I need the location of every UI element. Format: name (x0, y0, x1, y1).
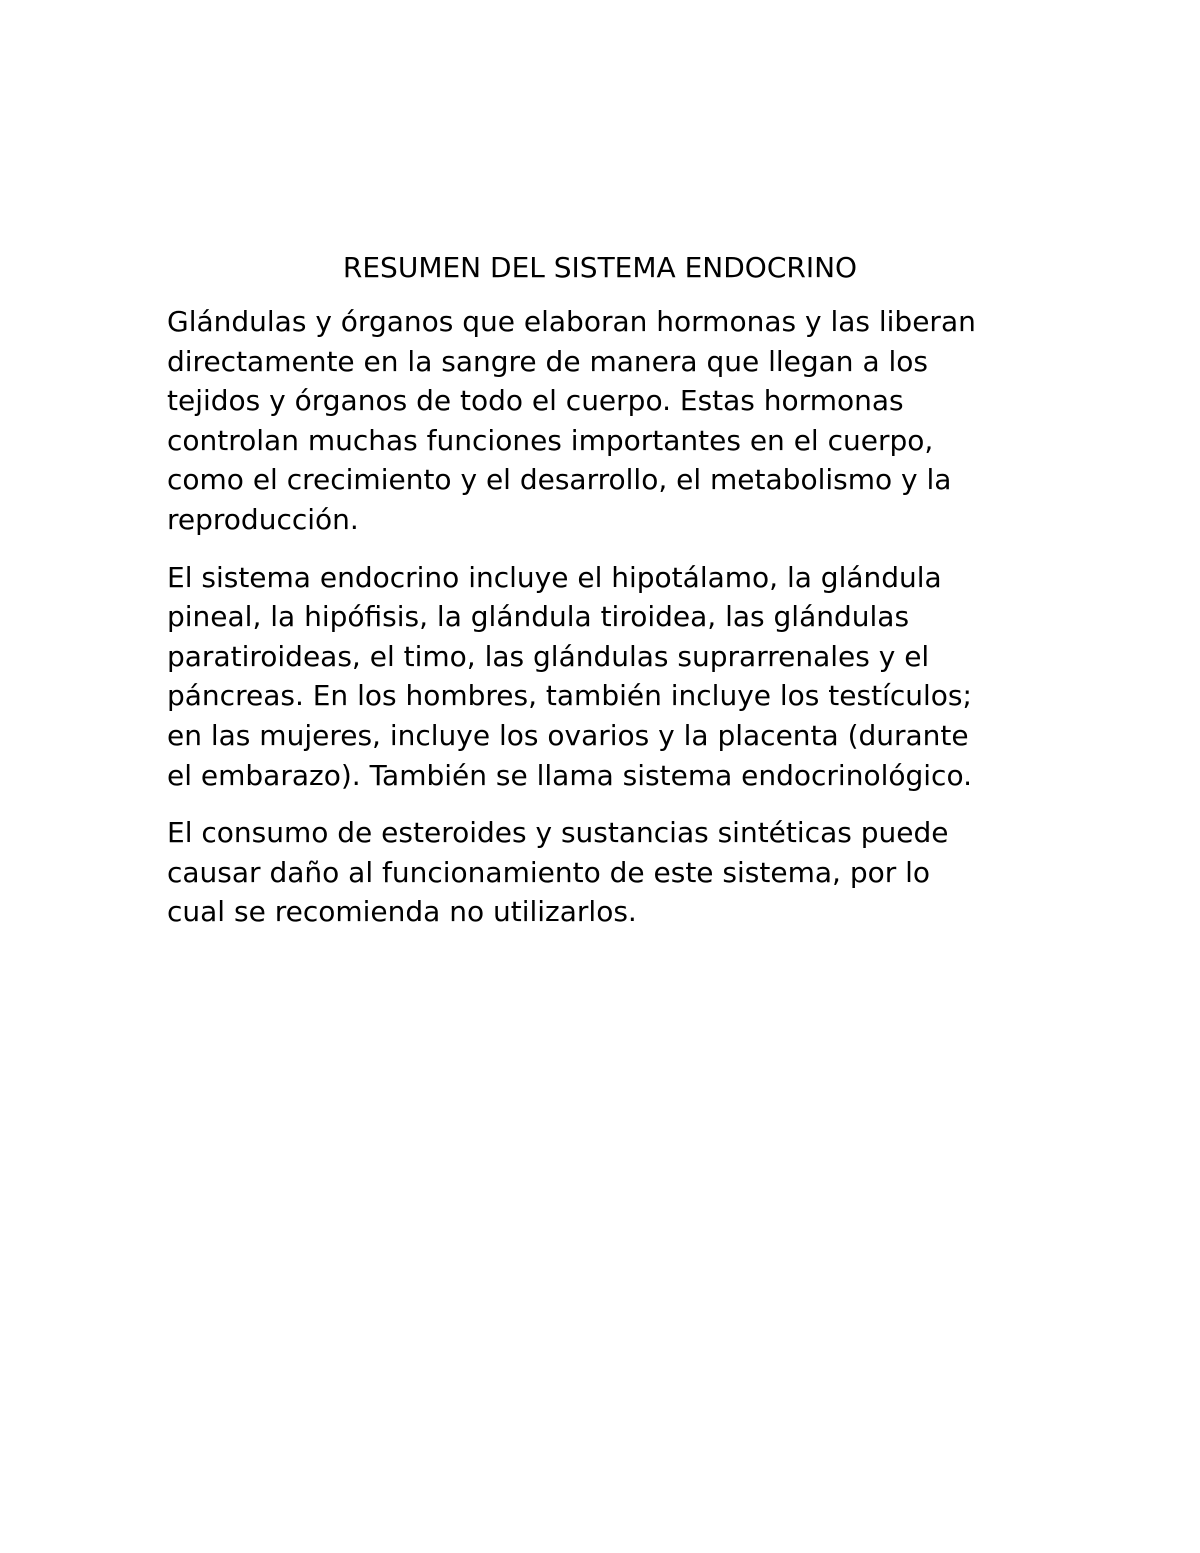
paragraph-line: causar daño al funcionamiento de este sistema, por lo (167, 855, 931, 889)
paragraph-line: pineal, la hipófisis, la glándula tiroidea, las glándulas (167, 600, 910, 634)
paragraph-line: tejidos y órganos de todo el cuerpo. Estas hormonas (167, 384, 904, 418)
paragraph-line: controlan muchas funciones importantes en el cuerpo, (167, 423, 934, 457)
paragraph-line: Glándulas y órganos que elaboran hormonas y las liberan (167, 305, 976, 338)
paragraph-definition (167, 302, 1033, 540)
paragraph-line: paratiroideas, el timo, las glándulas suprarrenales y el (167, 639, 930, 673)
paragraph-line: El sistema endocrino incluye el hipotálamo, la glándula (167, 560, 942, 594)
paragraph-line: el embarazo). También se llama sistema endocrinológico. (167, 758, 972, 792)
paragraph-warning (167, 813, 1033, 932)
document-body (167, 248, 1033, 950)
paragraph-line: directamente en la sangre de manera que llegan a los (167, 344, 929, 378)
document-title: RESUMEN DEL SISTEMA ENDOCRINO (342, 251, 858, 284)
paragraph-line: páncreas. En los hombres, también incluye los testículos; (167, 679, 972, 713)
paragraph-components (167, 558, 1033, 796)
paragraph-line: cual se recomienda no utilizarlos. (167, 895, 637, 929)
paragraph-line: El consumo de esteroides y sustancias sintéticas puede (167, 816, 949, 850)
paragraph-line: reproducción. (167, 502, 359, 536)
paragraph-line: en las mujeres, incluye los ovarios y la placenta (durante (167, 718, 969, 752)
paragraph-line: como el crecimiento y el desarrollo, el metabolismo y la (167, 463, 952, 497)
